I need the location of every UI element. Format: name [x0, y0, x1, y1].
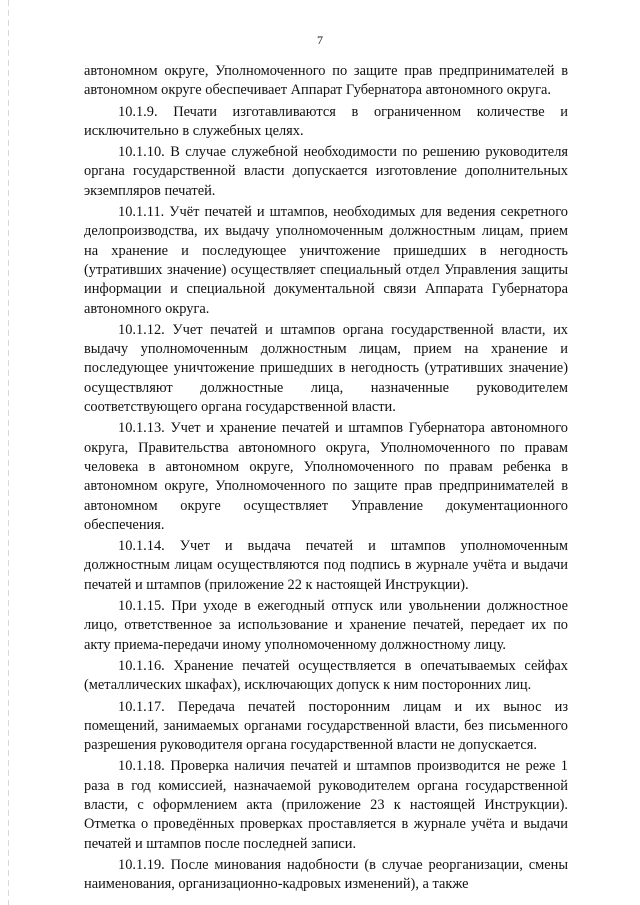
paragraph-10-1-18: 10.1.18. Проверка наличия печатей и штампов производится не реже 1 раза в год комиссией, назначаемой руководителем органа государственной власти, с оформлением акта (приложение 23 к настоящей Инструкции). Отметка о проведённых проверках проставляется в журнале учёта и выдачи печатей и штампов после последней записи. [84, 758, 568, 852]
page-number: 7 [317, 33, 323, 47]
paragraph-10-1-11: 10.1.11. Учёт печатей и штампов, необходимых для ведения секретного делопроизводства, их выдачу уполномоченным должностным лицам, прием на хранение и последующее уничтожение пришедших в негодность (утративших значение) осуществляет специальный отдел Управления защиты информации и специальной документальной связи Аппарата Губернатора автономного округа. [84, 204, 568, 317]
paragraph-10-1-19: 10.1.19. После минования надобности (в случае реорганизации, смены наименования, организационно-кадровых изменений), а также [84, 856, 568, 893]
paragraph-10-1-10: 10.1.10. В случае служебной необходимости по решению руководителя органа государственной власти допускается изготовление дополнительных экземпляров печатей. [84, 144, 568, 199]
paragraph-10-1-9: 10.1.9. Печати изготавливаются в ограниченном количестве и исключительно в служебных целях. [84, 103, 568, 139]
paragraph-continued: автономном округе, Уполномоченного по защите прав предпринимателей в автономном округе обеспечивает Аппарат Губернатора автономного округа. [84, 63, 568, 99]
paragraph-10-1-12: 10.1.12. Учет печатей и штампов органа государственной власти, их выдачу уполномоченным должностным лицам, прием на хранение и последующее уничтожение пришедших в негодность (утративших значение) осуществляют должностные лица, назначенные руководителем соответствующего органа государственной власти. [84, 321, 568, 416]
paragraph-10-1-15: 10.1.15. При уходе в ежегодный отпуск или увольнении должностное лицо, ответственное за использование и хранение печатей, передает их по акту приема-передачи иному уполномоченному должностному лицу. [84, 598, 568, 653]
paragraph-10-1-17: 10.1.17. Передача печатей посторонним лицам и их вынос из помещений, занимаемых органами государственной власти, без письменного разрешения руководителя органа государственной власти не допускается. [84, 698, 568, 754]
document-body [84, 62, 568, 894]
paragraph-10-1-16: 10.1.16. Хранение печатей осуществляется в опечатываемых сейфах (металлических шкафах), исключающих допуск к ним посторонних лиц. [84, 657, 568, 694]
paragraph-10-1-13: 10.1.13. Учет и хранение печатей и штампов Губернатора автономного округа, Правительства автономного округа, Уполномоченного по правам человека в автономном округе, Уполномоченного по правам ребенка в автономном округе, Уполномоченного по защите прав предпринимателей в автономном округе осуществляет Управление документационного обеспечения. [84, 420, 568, 533]
scan-edge [8, 0, 9, 905]
paragraph-10-1-14: 10.1.14. Учет и выдача печатей и штампов уполномоченным должностным лицам осуществляются под подпись в журнале учёта и выдачи печатей и штампов (приложение 22 к настоящей Инструкции). [84, 538, 568, 593]
